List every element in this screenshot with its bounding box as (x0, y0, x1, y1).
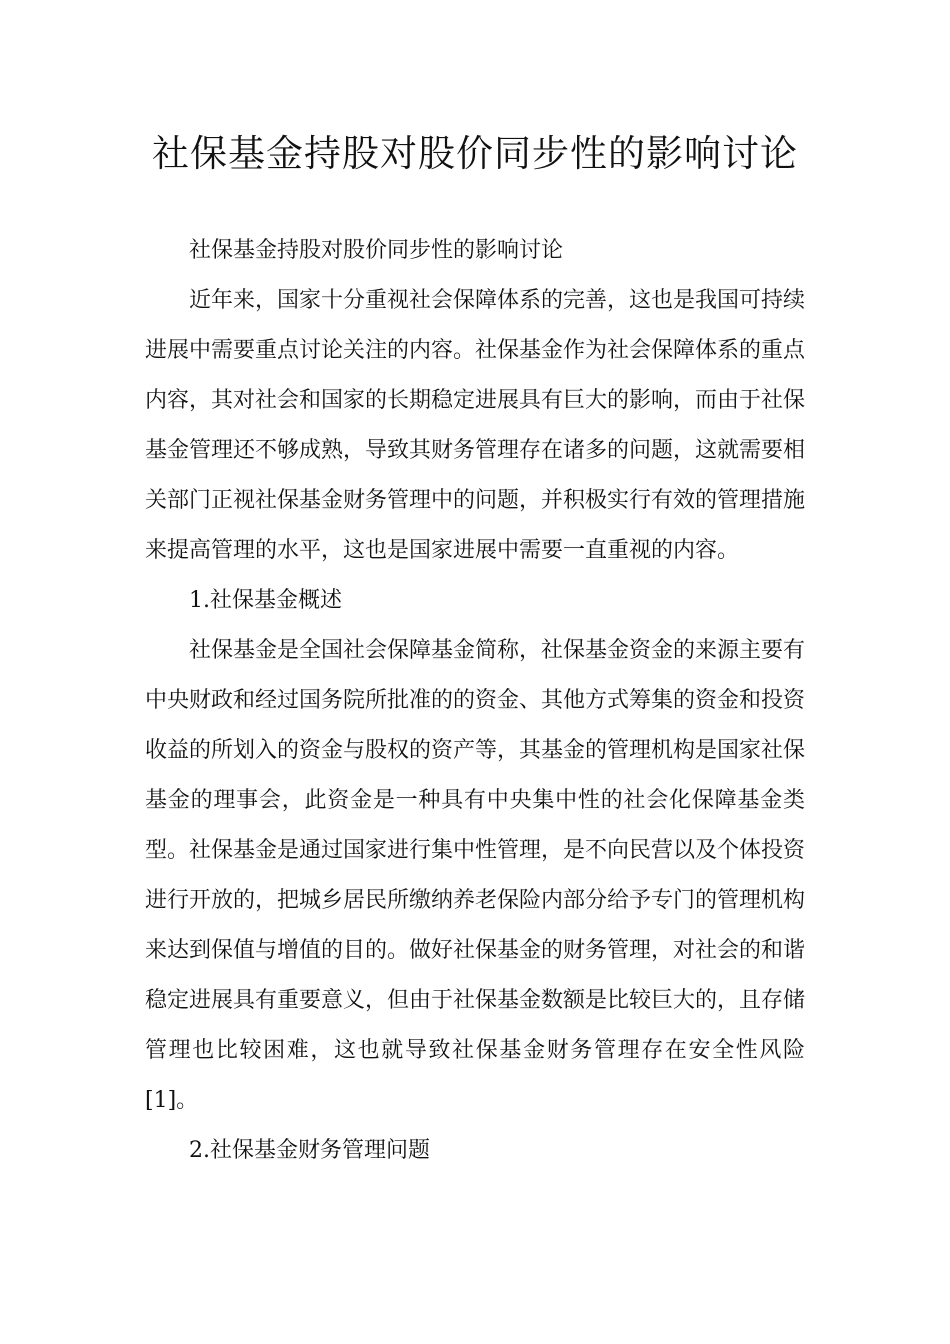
document-body (145, 226, 805, 1176)
section-heading-overview: 1.社保基金概述 (189, 588, 342, 613)
overview-paragraph: 社保基金是全国社会保障基金简称，社保基金资金的来源主要有中央财政和经过国务院所批准的的资金、其他方式筹集的资金和投资收益的所划入的资金与股权的资产等，其基金的管理机构是国家社保基金的理事会，此资金是一种具有中央集中性的社会化保障基金类型。社保基金是通过国家进行集中性管理，是不向民营以及个体投资进行开放的，把城乡居民所缴纳养老保险内部分给予专门的管理机构来达到保值与增值的目的。做好社保基金的财务管理，对社会的和谐稳定进展具有重要意义，但由于社保基金数额是比较巨大的，且存储管理也比较困难，这也就导致社保基金财务管理存在安全性风险[1]。 (145, 638, 806, 1113)
page-title: 社保基金持股对股价同步性的影响讨论 (152, 132, 798, 175)
section-heading-problems: 2.社保基金财务管理问题 (189, 1138, 430, 1163)
subtitle-paragraph: 社保基金持股对股价同步性的影响讨论 (189, 238, 564, 263)
intro-paragraph: 近年来，国家十分重视社会保障体系的完善，这也是我国可持续进展中需要重点讨论关注的内容。社保基金作为社会保障体系的重点内容，其对社会和国家的长期稳定进展具有巨大的影响，而由于社保基金管理还不够成熟，导致其财务管理存在诸多的问题，这就需要相关部门正视社保基金财务管理中的问题，并积极实行有效的管理措施来提高管理的水平，这也是国家进展中需要一直重视的内容。 (145, 288, 806, 563)
